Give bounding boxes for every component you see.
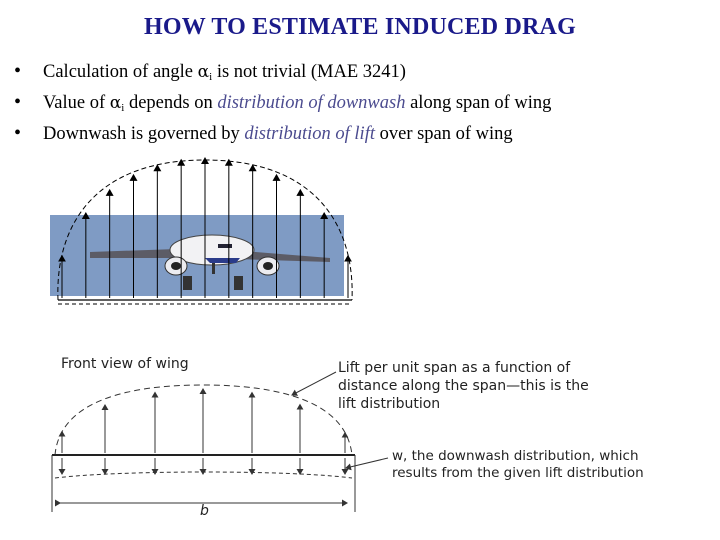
alpha-symbol: α	[197, 62, 210, 82]
sketch-lift-arrows	[62, 389, 345, 453]
bullet-dot: •	[14, 60, 22, 82]
lift-leader-line	[292, 372, 336, 395]
sketch-downwash-arrows	[62, 458, 345, 474]
span-label: b	[200, 503, 209, 519]
lift-distribution-figure	[50, 158, 352, 304]
downwash-label-line-1: w, the downwash distribution, which	[392, 448, 639, 464]
front-view-sketch	[52, 356, 644, 519]
bullet-dot: •	[14, 91, 22, 113]
downwash-leader-line	[346, 458, 388, 468]
bullet-3-text: Downwash is governed by distribution of lift over span of wing	[43, 124, 513, 144]
emphasis-downwash: distribution of downwash	[217, 93, 406, 113]
lift-label-line-1: Lift per unit span as a function of	[338, 360, 571, 376]
emphasis-lift: distribution of lift	[244, 124, 375, 144]
front-view-label: Front view of wing	[61, 356, 189, 372]
bullet-2-text: Value of αi depends on distribution of downwash along span of wing	[43, 93, 552, 114]
bullet-1-text: Calculation of angle αi is not trivial (MAE 3241)	[43, 62, 406, 83]
bullet-dot: •	[14, 122, 22, 144]
lift-label-line-3: lift distribution	[338, 396, 441, 412]
lift-label-line-2: distance along the span—this is the	[338, 378, 589, 394]
alpha-symbol: α	[109, 93, 122, 113]
downwash-label-line-2: results from the given lift distribution	[392, 465, 644, 481]
slide-title: HOW TO ESTIMATE INDUCED DRAG	[144, 14, 576, 40]
